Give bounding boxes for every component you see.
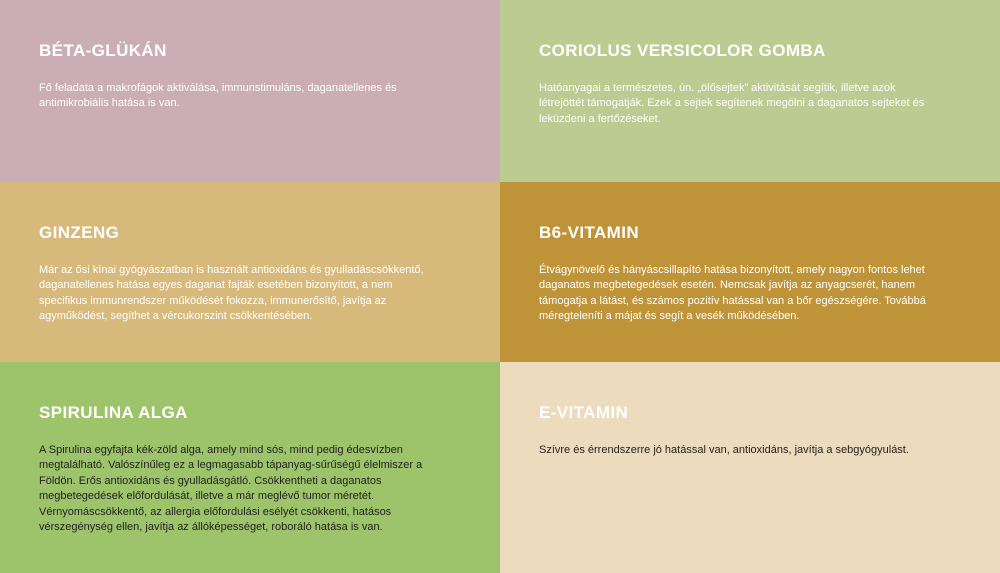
card-coriolus-versicolor: [500, 0, 1000, 182]
card-text: Már az ősi kínai gyógyászatban is használt antioxidáns és gyulladáscsökkentő, daganatellenes hatása egyes daganat fajták esetében bizonyított, a nem specifikus immunrendszer működését fokozza, immunerősítő, javítja az agyműködést, segíthet a vércukorszint csökkentésében.: [39, 264, 424, 323]
card-title: CORIOLUS VERSICOLOR GOMBA: [539, 41, 826, 60]
card-b6-vitamin: [500, 182, 1000, 362]
card-beta-glukan: [0, 0, 500, 182]
card-text: Étvágynövelő és hányáscsillapító hatása bizonyított, amely nagyon fontos lehet daganatos megbetegedések esetén. Nemcsak javítja az anyagcserét, hanem támogatja a látást, és számos pozitív hatással van a bőr egészségére. Továbbá méregteleníti a májat és segít a vesék működésében.: [539, 264, 926, 323]
card-text: A Spirulina egyfajta kék-zöld alga, amely mind sós, mind pedig édesvízben megtalálható. Valószínűleg ez a legmagasabb tápanyag-sűrűségű élelmiszer a Földön. Erős antioxidáns és gyulladásgátló. Csökkentheti a daganatos megbetegedések előfordulását, illetve a már meglévő tumor méretét. Vérnyomáscsökkentő, az allergia előfordulási esélyét csökkenti, hatásos vérszegénység ellen, javítja az állóképességet, roboráló hatása is van.: [39, 444, 423, 534]
card-title: SPIRULINA ALGA: [39, 403, 188, 422]
card-text: Fő feladata a makrofágok aktiválása, immunstimuláns, daganatellenes és antimikrobiális hatása is van.: [39, 82, 397, 110]
card-title: BÉTA-GLÜKÁN: [39, 41, 167, 60]
card-spirulina-alga: [0, 362, 500, 573]
card-text: Hatóanyagai a természetes, ún. „ölősejtek” aktivitását segítik, illetve azok létrejöttét támogatják. Ezek a sejtek segítenek megölni a daganatos sejteket és leküzdeni a fertőzéseket.: [539, 82, 925, 125]
card-e-vitamin: [500, 362, 1000, 573]
card-ginzeng: [0, 182, 500, 362]
card-text: Szívre és érrendszerre jó hatással van, antioxidáns, javítja a sebgyógyulást.: [539, 444, 909, 456]
card-title: GINZENG: [39, 223, 120, 242]
card-title: B6-VITAMIN: [539, 223, 640, 242]
card-title: E-VITAMIN: [539, 403, 629, 422]
